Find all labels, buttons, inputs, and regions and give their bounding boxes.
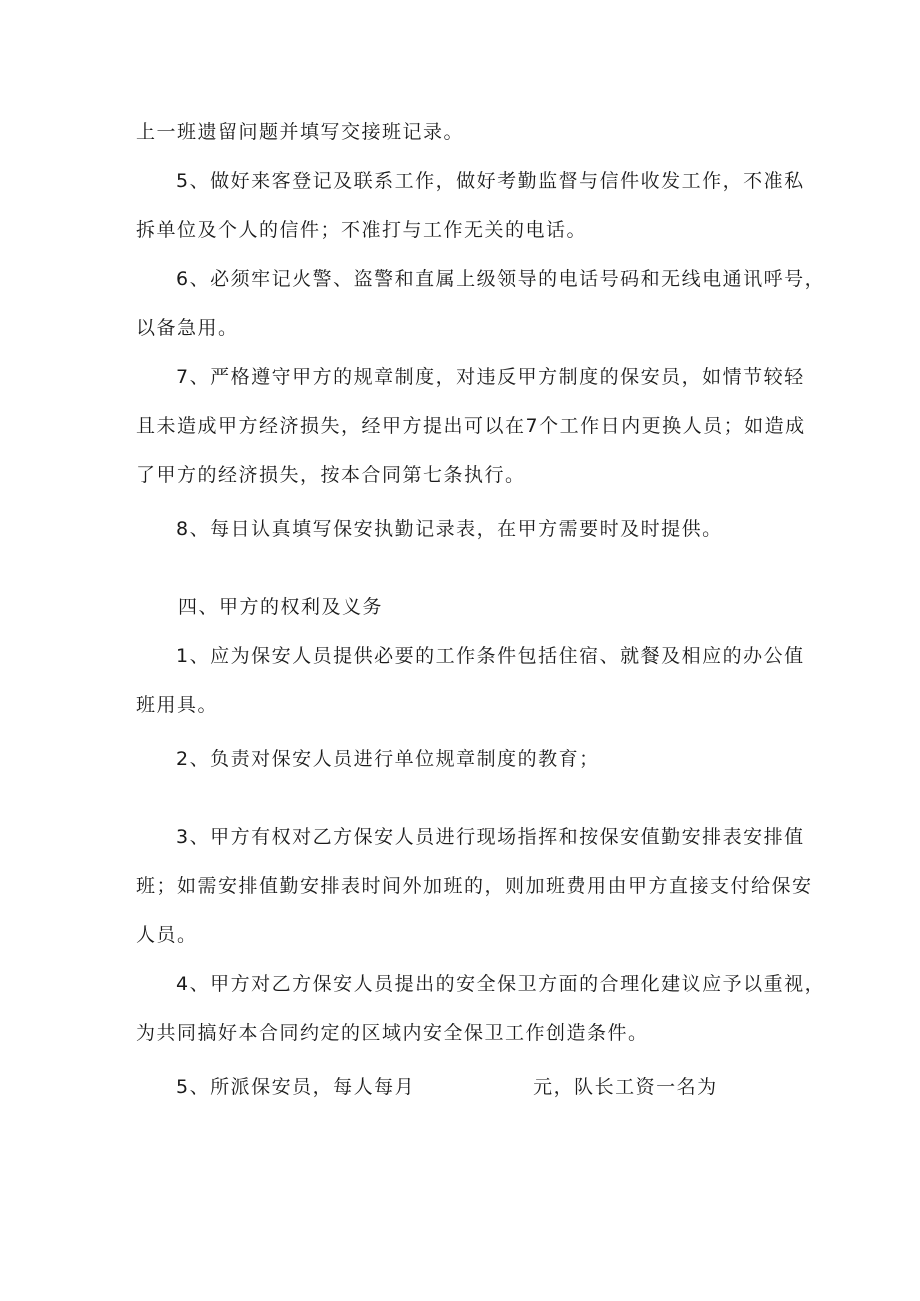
paragraph-line: 班用具。 — [136, 694, 219, 716]
paragraph-line: 5、做好来客登记及联系工作，做好考勤监督与信件收发工作，不准私 — [176, 170, 805, 192]
paragraph-line: 7、严格遵守甲方的规章制度，对违反甲方制度的保安员，如情节较轻 — [176, 366, 805, 388]
line-text-start: 5、所派保安员，每人每月 — [176, 1076, 416, 1098]
paragraph-line: 6、必须牢记火警、盗警和直属上级领导的电话号码和无线电通讯呼号， — [176, 268, 826, 290]
paragraph-line: 了甲方的经济损失，按本合同第七条执行。 — [136, 464, 526, 486]
section-heading: 四、甲方的权利及义务 — [178, 596, 384, 618]
paragraph-line: 拆单位及个人的信件；不准打与工作无关的电话。 — [136, 219, 588, 241]
paragraph-line: 1、应为保安人员提供必要的工作条件包括住宿、就餐及相应的办公值 — [176, 645, 805, 667]
paragraph-line: 上一班遗留问题并填写交接班记录。 — [136, 121, 465, 143]
paragraph-line: 且未造成甲方经济损失，经甲方提出可以在7个工作日内更换人员；如造成 — [136, 415, 806, 437]
paragraph-line: 人员。 — [136, 924, 198, 946]
paragraph-line: 班；如需安排值勤安排表时间外加班的，则加班费用由甲方直接支付给保安 — [136, 875, 813, 897]
paragraph-line-with-blank — [0, 1075, 920, 1099]
paragraph-line: 以备急用。 — [136, 317, 239, 339]
line-text-end: 元，队长工资一名为 — [533, 1076, 718, 1098]
paragraph-line: 8、每日认真填写保安执勤记录表，在甲方需要时及时提供。 — [176, 518, 723, 540]
paragraph-line: 4、甲方对乙方保安人员提出的安全保卫方面的合理化建议应予以重视， — [176, 973, 826, 995]
paragraph-line: 2、负责对保安人员进行单位规章制度的教育； — [176, 748, 600, 770]
paragraph-line: 3、甲方有权对乙方保安人员进行现场指挥和按保安值勤安排表安排值 — [176, 826, 805, 848]
paragraph-line: 为共同搞好本合同约定的区域内安全保卫工作创造条件。 — [136, 1022, 649, 1044]
